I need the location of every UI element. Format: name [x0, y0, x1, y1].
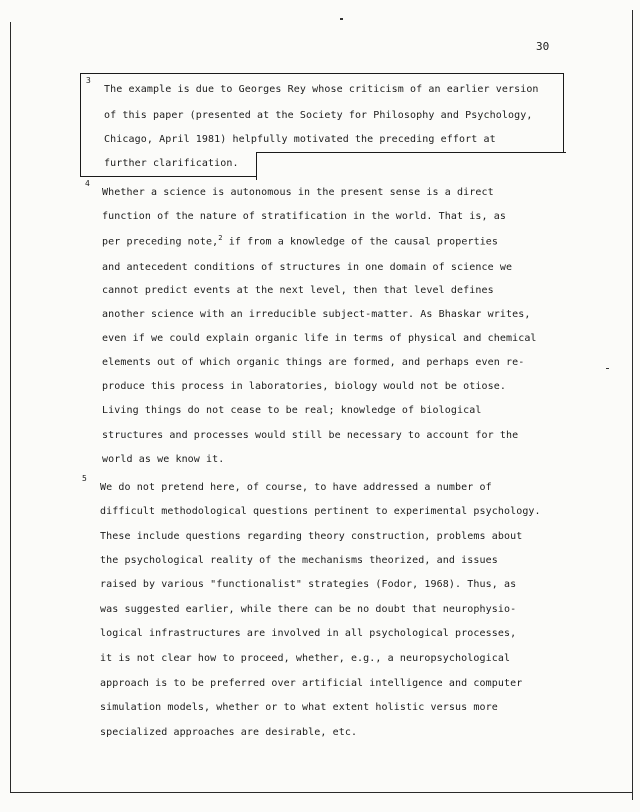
footnote-4-line-text: per preceding note, [102, 236, 219, 248]
footnote-5-line: logical infrastructures are involved in all psychological processes, [100, 628, 517, 639]
footnote-4-line-text: if from a knowledge of the causal properties [228, 236, 499, 248]
footnote-5-number: 5 [82, 474, 87, 483]
footnote-4-line: Whether a science is autonomous in the present sense is a direct [102, 187, 494, 198]
footnote-3-number: 3 [86, 76, 91, 85]
footnote-5-line: it is not clear how to proceed, whether, e.g., a neuropsychological [100, 653, 511, 664]
footnote-4-line [102, 234, 498, 247]
footnote-4-line: and antecedent conditions of structures in one domain of science we [102, 262, 513, 273]
footnote-4-line: cannot predict events at the next level, then that level defines [102, 285, 494, 296]
footnote-4-line: even if we could explain organic life in terms of physical and chemical [102, 333, 537, 344]
footnote-4-line: produce this process in laboratories, biology would not be otiose. [102, 381, 506, 392]
footnote-4-line: another science with an irreducible subject-matter. As Bhaskar writes, [102, 309, 531, 320]
footnote-3-line: further clarification. [104, 158, 239, 169]
footnote-4-number: 4 [85, 179, 90, 188]
page-border-left [10, 22, 11, 792]
footnote-4-line: Living things do not cease to be real; knowledge of biological [102, 405, 482, 416]
footnote-5-line: raised by various "functionalist" strategies (Fodor, 1968). Thus, as [100, 579, 517, 590]
note-reference: 2 [218, 234, 223, 242]
footnote-4-line: world as we know it. [102, 454, 225, 465]
footnote-5-line: specialized approaches are desirable, etc. [100, 727, 358, 738]
page-border-right [632, 10, 633, 800]
footnote-4-line: elements out of which organic things are formed, and perhaps even re- [102, 357, 525, 368]
footnote-5-line: difficult methodological questions pertinent to experimental psychology. [100, 506, 541, 517]
footnote-5-line: simulation models, whether or to what extent holistic versus more [100, 702, 498, 713]
page-number: 30 [536, 40, 550, 53]
scan-speck [340, 18, 343, 20]
footnote-4-line: function of the nature of stratification in the world. That is, as [102, 211, 506, 222]
footnote-3-line: of this paper (presented at the Society for Philosophy and Psychology, [104, 110, 533, 121]
footnote-3-line: The example is due to Georges Rey whose criticism of an earlier version [104, 84, 539, 95]
footnote-5-line: the psychological reality of the mechanisms theorized, and issues [100, 555, 498, 566]
footnote-3-line: Chicago, April 1981) helpfully motivated the preceding effort at [104, 134, 496, 145]
footnote-4-line: structures and processes would still be necessary to account for the [102, 430, 519, 441]
footnote-3-box-notch [256, 152, 566, 180]
footnote-5-line: We do not pretend here, of course, to have addressed a number of [100, 482, 492, 493]
margin-mark [606, 368, 609, 369]
footnote-5-line: was suggested earlier, while there can be no doubt that neurophysio- [100, 604, 517, 615]
page-border-bottom [10, 792, 633, 793]
footnote-5-line: approach is to be preferred over artificial intelligence and computer [100, 678, 523, 689]
footnote-5-line: These include questions regarding theory construction, problems about [100, 531, 523, 542]
